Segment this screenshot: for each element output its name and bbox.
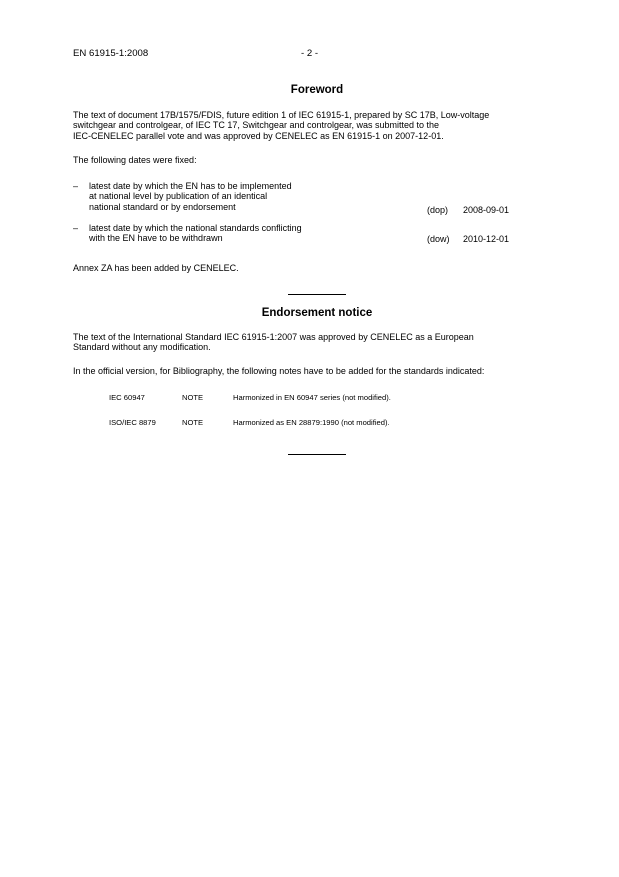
dow-line-2: with the EN have to be withdrawn [89,233,223,244]
endorsement-line-1: The text of the International Standard IEC 61915-1:2007 was approved by CENELEC as a European [73,332,474,342]
note-label: NOTE [182,393,204,402]
note-standard: IEC 60947 [109,393,145,402]
foreword-title: Foreword [290,84,344,96]
dop-date: 2008-09-01 [463,205,510,215]
foreword-line-1: The text of document 17B/1575/FDIS, future edition 1 of IEC 61915-1, prepared by SC 17B, Low-voltage [73,110,490,120]
endorsement-paragraph [73,332,561,353]
page-number: - 2 - [300,48,319,59]
foreword-paragraph [73,110,561,141]
note-label: NOTE [182,418,204,427]
dow-date: 2010-12-01 [463,234,510,244]
dop-line-2: at national level by publication of an identical [89,191,268,202]
section-divider [288,454,346,455]
list-bullet: – [73,223,79,233]
document-id: EN 61915-1:2008 [73,48,149,59]
endorsement-title: Endorsement notice [261,307,373,319]
foreword-line-2: switchgear and controlgear, of IEC TC 17, Switchgear and controlgear, was submitted to the [73,120,440,131]
dop-line-3: national standard or by endorsement [89,201,236,212]
bibliography-intro: In the official version, for Bibliography, the following notes have to be added for the standards indicated: [73,366,485,376]
endorsement-line-2: Standard without any modification. [73,342,211,353]
note-text: Harmonized as EN 28879:1990 (not modified). [233,418,390,427]
list-bullet: – [73,181,79,191]
dow-description [89,223,302,244]
note-standard: ISO/IEC 8879 [109,418,156,427]
dow-line-1: latest date by which the national standards conflicting [89,223,302,233]
dow-abbreviation: (dow) [427,234,450,244]
dates-intro: The following dates were fixed: [73,155,197,165]
dop-abbreviation: (dop) [427,205,449,215]
dop-line-1: latest date by which the EN has to be implemented [89,181,292,191]
section-divider [288,294,346,295]
dop-description [89,181,292,212]
annex-note: Annex ZA has been added by CENELEC. [73,263,239,273]
foreword-line-3: IEC-CENELEC parallel vote and was approved by CENELEC as EN 61915-1 on 2007-12-01. [73,130,444,141]
note-text: Harmonized in EN 60947 series (not modified). [233,393,391,402]
